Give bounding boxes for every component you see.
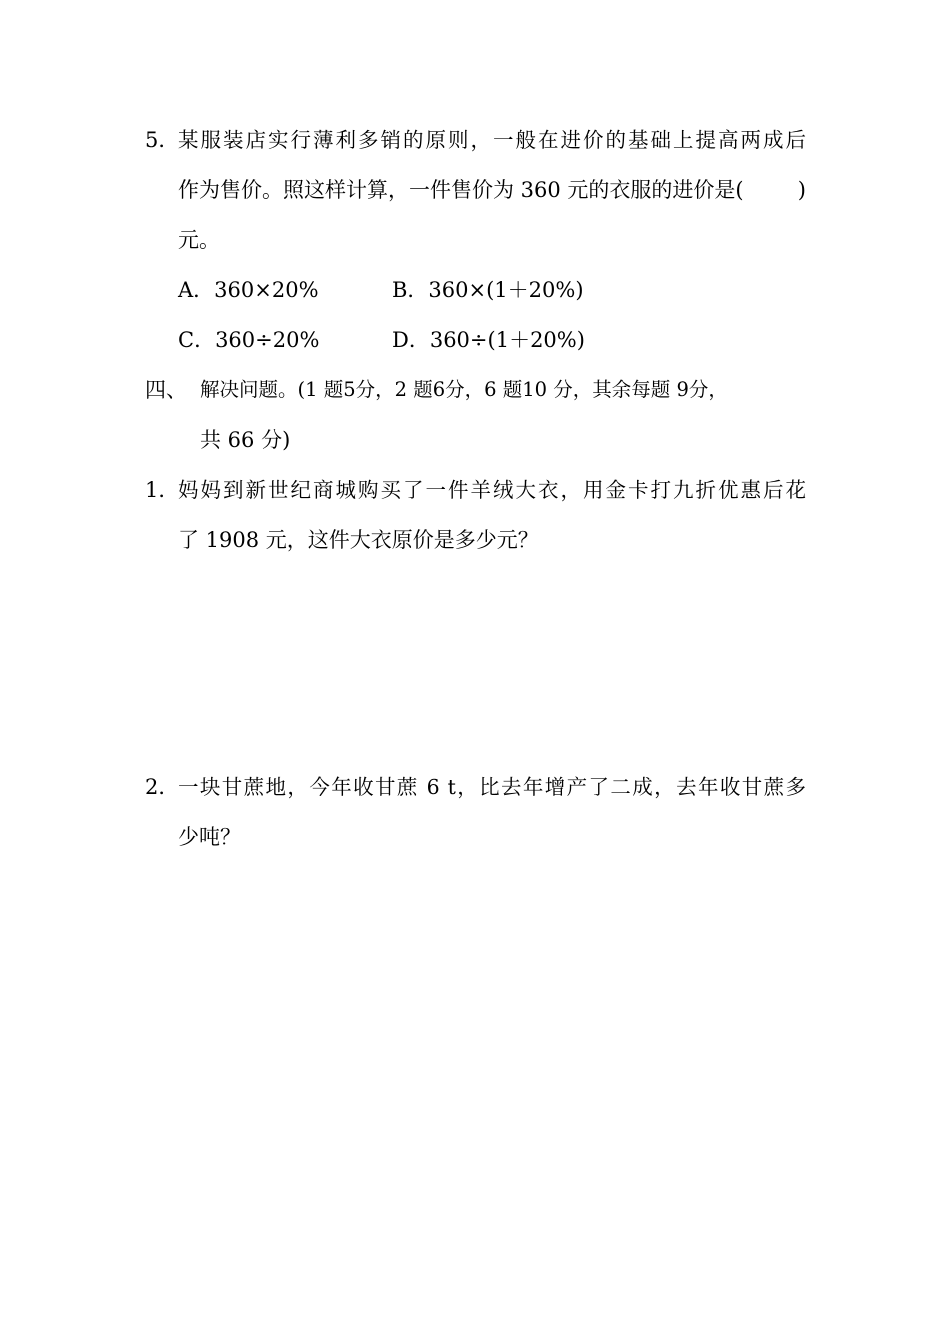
q5-text-line3: 元。 — [178, 228, 220, 252]
section4-heading-line1: 解决问题。(1 题5分，2 题6分，6 题10 分，其余每题 9分， — [200, 378, 728, 401]
p2-text-line1: 一块甘蔗地，今年收甘蔗 6 t，比去年增产了二成，去年收甘蔗多 — [178, 775, 806, 799]
q5-option-d: D．360÷(1＋20%) — [392, 328, 585, 352]
p2-text-line2: 少吨？ — [178, 825, 241, 849]
q5-number: 5． — [145, 128, 180, 152]
p1-text-line1: 妈妈到新世纪商城购买了一件羊绒大衣，用金卡打九折优惠后花 — [178, 478, 806, 502]
p2-number: 2． — [145, 775, 180, 799]
q5-text-line2-main: 作为售价。照这样计算，一件售价为 360 元的衣服的进价是( — [178, 178, 744, 202]
q5-option-b: B．360×(1＋20%) — [392, 278, 584, 302]
p1-text-line2: 了 1908 元，这件大衣原价是多少元？ — [178, 528, 539, 552]
section4-heading-line2: 共 66 分) — [200, 428, 291, 452]
q5-option-a: A．360×20% — [178, 278, 319, 302]
q5-option-c: C．360÷20% — [178, 328, 320, 352]
q5-text-line1: 某服装店实行薄利多销的原则，一般在进价的基础上提高两成后 — [178, 128, 806, 152]
section4-number: 四、 — [145, 378, 187, 402]
p1-number: 1． — [145, 478, 180, 502]
q5-answer-blank-close: ) — [797, 178, 806, 202]
q5-text-line2 — [178, 180, 806, 201]
